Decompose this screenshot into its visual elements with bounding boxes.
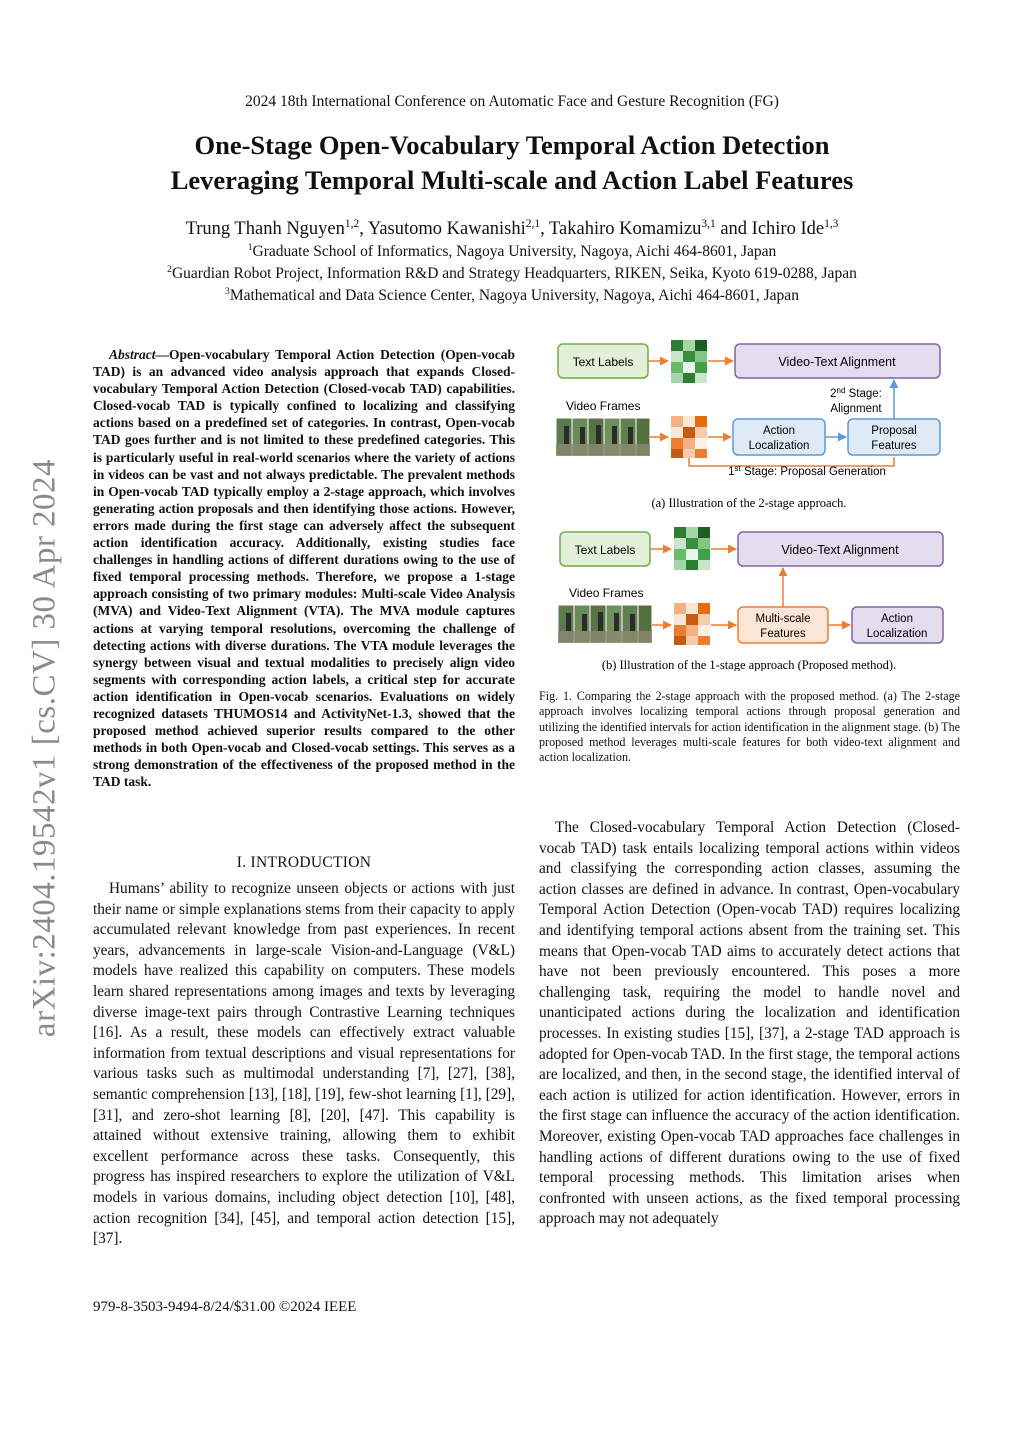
paper-title [60, 128, 964, 198]
affiliation-text: Guardian Robot Project, Information R&D and Strategy Headquarters, RIKEN, Seika, Kyoto 619-0288, Japan [171, 265, 857, 283]
action-localization-line-2: Localization [866, 628, 928, 640]
text-labels-label: Text Labels [572, 355, 634, 369]
affiliation-text: Mathematical and Data Science Center, Nagoya University, Nagoya, Aichi 464-8601, Japan [229, 287, 799, 305]
affiliation-text: Graduate School of Informatics, Nagoya University, Nagoya, Aichi 464-8601, Japan [252, 243, 777, 261]
text-embedding-grid [671, 340, 707, 383]
video-feature-grid [671, 416, 707, 458]
stage-2-ordinal: nd [836, 386, 846, 395]
multi-scale-features-line-1: Multi-scale [755, 613, 811, 625]
panel-b [558, 527, 943, 645]
subcaption-b: (b) Illustration of the 1-stage approach (Proposed method). [601, 658, 897, 671]
stage-2-number: 2 [830, 388, 837, 400]
section-heading-introduction: I. INTRODUCTION [236, 854, 372, 871]
affiliation-3 [0, 286, 1024, 305]
author-name: Yasutomo Kawanishi [367, 219, 526, 240]
video-text-alignment-label: Video-Text Alignment [778, 355, 896, 369]
figure-1-diagram [550, 336, 960, 671]
conference-header: 2024 18th International Conference on Automatic Face and Gesture Recognition (FG) [245, 93, 779, 110]
author-affil-sup: 1,2 [344, 218, 360, 230]
author-name: Ichiro Ide [751, 219, 825, 240]
text-labels-label: Text Labels [574, 543, 636, 557]
text-embedding-grid [674, 527, 710, 570]
stage-2-word: Stage: [845, 388, 882, 400]
author-and: and [720, 219, 748, 240]
proposal-features-line-1: Proposal [871, 425, 917, 437]
abstract [93, 346, 515, 790]
video-text-alignment-label: Video-Text Alignment [781, 543, 899, 557]
copyright-notice: 979-8-3503-9494-8/24/$31.00 ©2024 IEEE [93, 1299, 357, 1315]
affiliation-sup: 1 [247, 242, 253, 253]
stage-1-ordinal: st [734, 464, 741, 473]
action-localization-line-2: Localization [748, 440, 810, 452]
affiliation-sup: 2 [167, 264, 172, 275]
affiliation-2 [0, 264, 1024, 283]
author-affil-sup: 1,3 [824, 218, 839, 230]
author-list: Trung Thanh Nguyen$^{1,2}$, Yasutomo Kawanishi$^{2,1}$, Takahiro Komamizu$^{3,1}$ and Ichiro Ide$^{1,3}$ [185, 218, 839, 240]
proposal-features-line-2: Features [871, 440, 917, 452]
stage-1-text: Stage: Proposal Generation [740, 466, 886, 478]
video-frames-stack [556, 418, 650, 456]
title-line-2: Leveraging Temporal Multi-scale and Action Label Features [170, 165, 854, 195]
subcaption-a: (a) Illustration of the 2-stage approach. [651, 496, 847, 510]
stage-2-label-line-1 [830, 386, 882, 400]
stage-1-number: 1 [728, 466, 735, 478]
intro-paragraph-2: The Closed-vocabulary Temporal Action Detection (Closed-vocab TAD) task entails localizing temporal actions within videos and classifying the corresponding action classes, assuming the action classes are defined in advance. In contrast, Open-vocabulary Temporal Action Detection (Open-vocab TAD) requires localizing and identifying temporal actions absent from the training set. This means that Open-vocab TAD aims to accurately detect actions that have not been previously encountered. This poses a more challenging task, requiring the model to handle novel and unanticipated actions during the localization and identification processes. In existing studies [15], [37], a 2-stage TAD approach is adopted for Open-vocab TAD. In the first stage, the temporal actions are localized, and then, in the second stage, the identified interval of each action is utilized for action identification. However, errors in the first stage can influence the accuracy of the action identification. Moreover, existing Open-vocab TAD approaches face challenges in handling actions of different durations owing to the use of fixed temporal processing methods. This limitation arises when confronted with unseen actions, as the fixed temporal processing approach may not adequately [539, 819, 960, 1228]
video-frames-stack [558, 605, 652, 643]
video-feature-grid [674, 603, 710, 645]
arxiv-stamp: arXiv:2404.19542v1 [cs.CV] 30 Apr 2024 [26, 458, 63, 1038]
affiliation-sup: 3 [225, 286, 230, 297]
author-name: Takahiro Komamizu [549, 219, 702, 240]
abstract-dash: — [155, 347, 170, 362]
intro-paragraph-1: Humans’ ability to recognize unseen objects or actions with just their name or simple explanations stems from their capacity to apply accumulated relevant knowledge from past experiences. In recent years, advancements in large-scale Vision-and-Language (V&L) models have realized this capability on computers. These models learn shared representations among images and texts by leveraging diverse image-text pairs through Contrastive Learning techniques [16]. As a result, these models can effectively extract valuable information from textual descriptions and visual representations for various tasks such as multimodal understanding [7], [27], [38], semantic comprehension [13], [18], [19], few-shot learning [1], [29], [31], and zero-shot learning [8], [20], [47]. This capability is attained without extensive training, allowing them to exhibit excellent performance across these tasks. Consequently, this progress has inspired researchers to explore the utilization of V&L models in various domains, including object detection [10], [48], action recognition [34], [45], and temporal action detection [15], [37]. [93, 880, 515, 1248]
multi-scale-features-line-2: Features [760, 628, 806, 640]
author-affil-sup: 3,1 [701, 218, 716, 230]
panel-a [556, 340, 940, 478]
author-name: Trung Thanh Nguyen [185, 219, 345, 240]
action-localization-line-1: Action [881, 613, 913, 625]
affiliation-1 [0, 242, 1024, 261]
title-line-1: One-Stage Open-Vocabulary Temporal Action Detection [194, 130, 830, 160]
stage-1-label [728, 464, 886, 478]
action-localization-line-1: Action [763, 425, 795, 437]
figure-1-caption: Fig. 1. Comparing the 2-stage approach with the proposed method. (a) The 2-stage approach involves localizing temporal actions through proposal generation and utilizing the identified intervals for action identification in the alignment stage. (b) The proposed method leverages multi-scale features for both video-text alignment and action localization. [539, 689, 960, 765]
video-frames-label: Video Frames [569, 586, 644, 600]
abstract-label: Abstract [109, 347, 156, 362]
video-frames-label: Video Frames [566, 399, 641, 413]
stage-2-label-line-2: Alignment [830, 403, 882, 415]
author-affil-sup: 2,1 [525, 218, 541, 230]
abstract-body: Open-vocabulary Temporal Action Detection (Open-vocab TAD) is an advanced video analysis approach that expands Closed-vocabulary Temporal Action Detection (Closed-vocab TAD) capabilities. Closed-vocab TAD is typically confined to localizing and classifying actions based on a predefined set of categories. In contrast, Open-vocab TAD goes further and is not limited to these predefined categories. This is particularly useful in real-world scenarios where the variety of actions in videos can be vast and not always predictable. The prevalent methods in Open-vocab TAD typically employ a 2-stage approach, which involves generating action proposals and then identifying those actions. However, errors made during the first stage can adversely affect the subsequent action identification accuracy. Additionally, existing studies face challenges in handling actions of different durations owing to the use of fixed temporal processing methods. Therefore, we propose a 1-stage approach consisting of two primary modules: Multi-scale Video Analysis (MVA) and Video-Text Alignment (VTA). The MVA module captures actions at varying temporal resolutions, overcoming the challenge of detecting actions with diverse durations. The VTA module leverages the synergy between visual and textual modalities to precisely align video segments with corresponding action labels, a critical step for accurate action identification in Open-vocab scenarios. Evaluations on widely recognized datasets THUMOS14 and ActivityNet-1.3, showed that the proposed method achieved superior results compared to the other methods in both Open-vocab and Closed-vocab settings. This serves as a strong demonstration of the effectiveness of the proposed method in the TAD task. [93, 347, 515, 790]
